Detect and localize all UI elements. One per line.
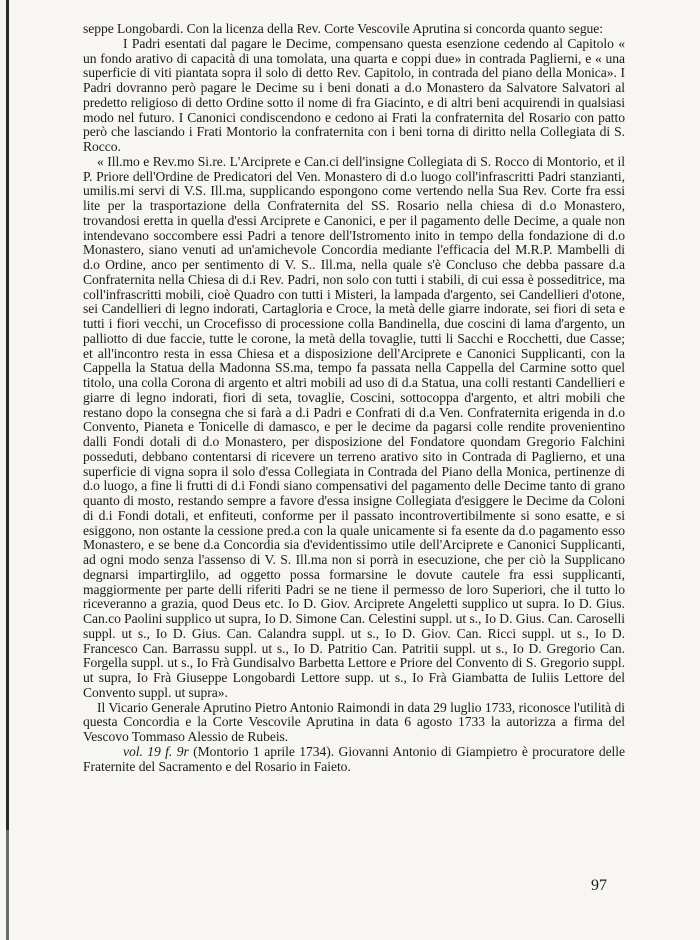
paragraph-volume-reference — [83, 745, 625, 775]
page-binding-edge-lower — [6, 830, 9, 940]
paragraph-padri-esentati: I Padri esentati dal pagare le Decime, compensano questa esenzione cedendo al Capitolo « un fondo arativo di capacità di una tomolata, una quarta e coppi due» in contrada Paglierni, e « una superficie di viti piantata sopra il solo di detto Rev. Capitolo, in contrada del piano della Monica». I Padri dovranno però pagare le Decime su i beni donati a d.o Monastero da Salvatore Salvatori al predetto religioso di detto Ordine sotto il nome di fra Giacinto, e di altri beni acquirendi in qualsiasi modo nel futuro. I Canonici condiscendono e cedono ai Frati la confraternita del Rosario con patto però che lasciando i Frati Montorio la confraternita con i beni torna di diritto nella Collegiata di S. Rocco. — [83, 35, 625, 154]
paragraph-continuation: seppe Longobardi. Con la licenza della Rev. Corte Vescovile Aprutina si concorda quanto segue: — [83, 21, 604, 36]
page-number: 97 — [591, 877, 607, 894]
page-binding-edge — [6, 0, 9, 940]
document-body — [83, 22, 625, 774]
paragraph-supplica: « Ill.mo e Rev.mo Si.re. L'Arciprete e Can.ci dell'insigne Collegiata di S. Rocco di Montorio, et il P. Priore dell'Ordine de Predicatori del Ven. Monastero di d.o luogo coll'infrascritti Padri stanzianti, umilis.mi servi di V.S. Ill.ma, supplicando espongono come vertendo nella Sua Rev. Corte fra essi lite per la trasportazione della Confraternita del SS. Rosario nella chiesa di d.o Monastero, trovandosi eretta in quella d'essi Arciprete e Canonici, e per il pagamento delle Decime, a quale non intendevano soccombere essi Padri a tenore dell'Istromento inito in tempo della fondazione di d.o Monastero, siano venuti ad un'amichevole Concordia mediante l'efficacia del M.R.P. Mambelli di d.o Ordine, anco per sentimento di V. S.. Ill.ma, nella quale s'è Concluso che debba passare d.a Confraternita nella Chiesa di d.i Rev. Padri, non solo con tutti i stabili, di cui essa è posseditrice, ma coll'infrascritti mobili, cioè Quadro con tutti i Misteri, la lampada d'argento, sei Candellieri d'otone, sei Candellieri di legno indorati, Cartagloria e Croce, la metà delle giarre indorate, sei fiori di seta e tutti i fiori vecchi, un Crocefisso di processione colla Bandinella, due coscini di lama d'argento, un palliotto di due faccie, tutte le corone, la metà della tovaglie, tutti li Sacchi e Rocchetti, due Casse; et all'incontro resta in essa Chiesa et a disposizione dell'Arciprete e Canonici Supplicanti, con la Cappella la Statua della Madonna SS.ma, tempo fa passata nella Cappella del Carmine sotto quel titolo, una colla Corona di argento et altri mobili ad uso di d.a Statua, una colli restanti Candellieri e giarre di legno indorati, fiori di seta, tovaglie, Coscini, sottocoppa d'argento, et altri mobili che restano dopo la consegna che si farà a d.i Padri e Confrati di d.a Ven. Confraternita erigenda in d.o Convento, Pianeta e Tonicelle di damasco, e per le decime da pagarsi colle rendite provenientino dalli Fondi dotali di d.o Monastero, per disposizione del Fondatore quondam Gregorio Falchini posseduti, debbano contentarsi di ricevere un terreno arativo sito in Contrada di Paglierno, et una superficie di vigna sopra il solo d'essa Collegiata in Contrada del Piano della Monica, pertinenze di d.o luogo, a fine li frutti di d.i Fondi siano compensativi del pagamento delle Decime tanto di grano quanto di mosto, restando sempre a favore d'essa insigne Collegiata d'esiggere le Decime da Coloni di d.i Fondi dotali, et enfiteuti, conforme per il passato incontrovertibilmente si sono esatte, e si esiggono, non ostante la cessione pred.a con la quale unicamente si fa esente da d.o pagamento esso Monastero, e se bene d.a Concordia sia d'evidentissimo utile dell'Arciprete e Canonici Supplicanti, ad ogni modo senza l'assenso di V. S. Ill.ma non si porrà in esecuzione, che per ciò la Supplicano degnarsi impartirglilo, ad oggetto possa formarsine le dovute cautele fra essi supplicanti, maggiormente per parte delli riferiti Padri se ne tiene il permesso de loro Superiori, che il tutto lo riceveranno a grazia, quod Deus etc. Io D. Giov. Arciprete Angeletti supplico ut supra. Io D. Gius. Can.co Paolini supplico ut supra, Io D. Simone Can. Celestini suppl. ut s., Io D. Gius. Can. Caroselli suppl. ut s., Io D. Gius. Can. Calandra suppl. ut s., Io D. Giov. Can. Ricci suppl. ut s., Io D. Francesco Can. Barrassu suppl. ut s., Io D. Patritio Can. Patritii suppl. ut s., Io D. Gregorio Can. Forgella suppl. ut s., Io Frà Gundisalvo Barbetta Lettore e Priore del Convento di S. Gregorio suppl. ut supra, Io Frà Giuseppe Longobardi Lettore supp. ut s., Io Frà Giambatta de Iuliis Lettore del Convento suppl. ut supra». — [83, 153, 626, 700]
volume-reference-text: (Montorio 1 aprile 1734). Giovanni Antonio di Giampietro è procuratore delle Fraternite del Sacramento e del Rosario in Faieto. — [83, 743, 625, 774]
paragraph-vicario-generale: Il Vicario Generale Aprutino Pietro Antonio Raimondi in data 29 luglio 1733, riconosce l'utilità di questa Concordia e la Corte Vescovile Aprutina in data 6 agosto 1733 la autorizza a firma del Vescovo Tommaso Alessio de Rubeis. — [83, 699, 625, 744]
volume-reference: vol. 19 f. 9r — [123, 743, 189, 759]
